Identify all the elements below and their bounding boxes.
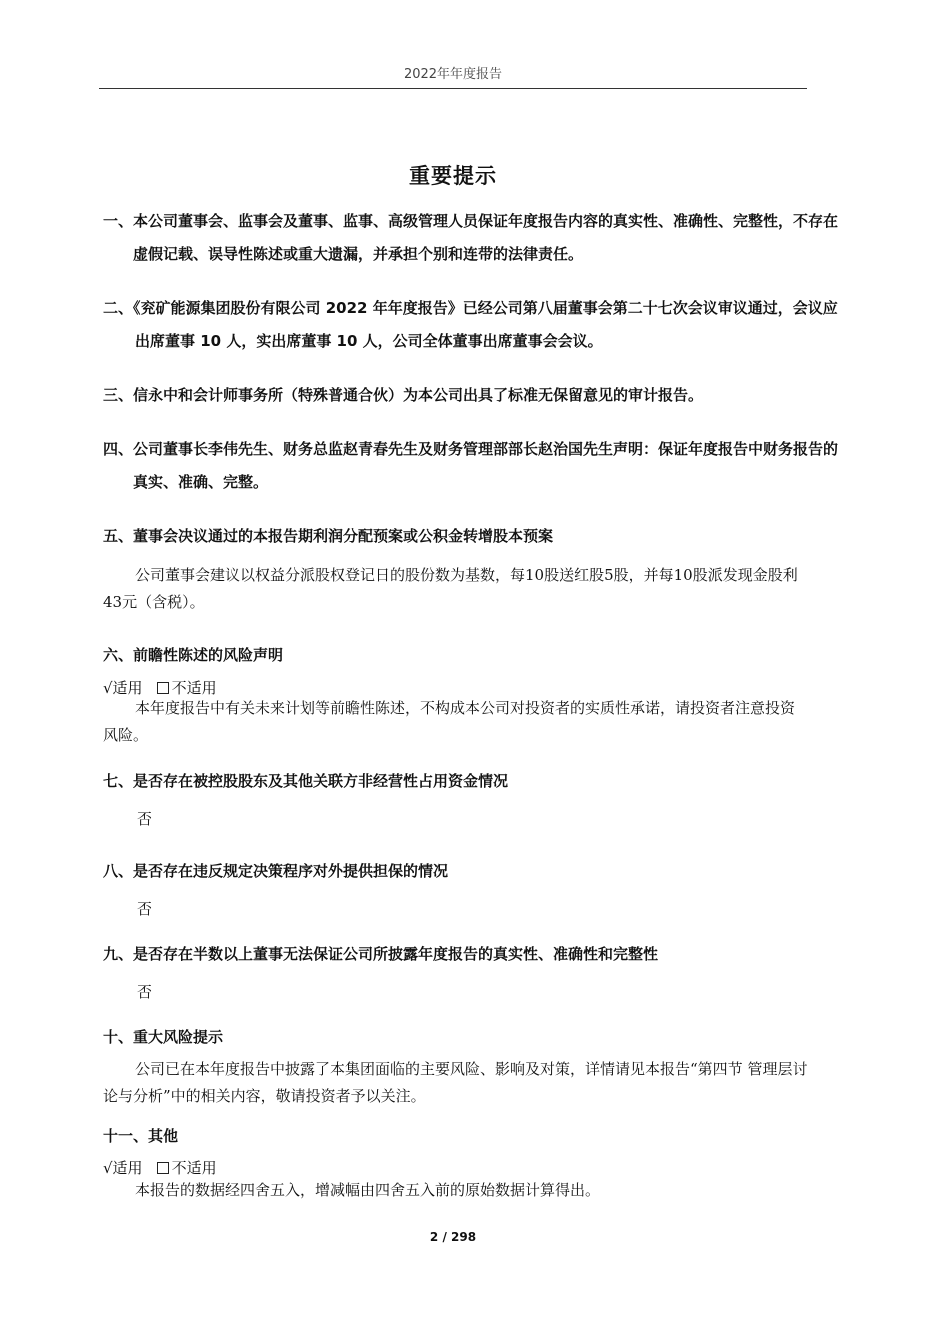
applicable-checked: √适用	[103, 1159, 143, 1177]
section-6-heading: 六、前瞻性陈述的风险声明	[103, 646, 284, 664]
section-11-applicability	[103, 1157, 808, 1179]
not-applicable-checkbox	[157, 682, 169, 694]
section-10-body: 公司已在本年度报告中披露了本集团面临的主要风险、影响及对策，详情请见本报告“第四节 管理层讨论与分析”中的相关内容，敬请投资者予以关注。	[103, 1060, 808, 1105]
section-11-heading: 十一、其他	[103, 1127, 179, 1145]
section-11-body: 本报告的数据经四舍五入，增减幅由四舍五入前的原始数据计算得出。	[135, 1181, 601, 1199]
section-8-body: 否	[137, 900, 153, 918]
page-title: 重要提示	[409, 164, 497, 188]
section-9-body: 否	[137, 983, 153, 1001]
notice-item-3: 三、信永中和会计师事务所（特殊普通合伙）为本公司出具了标准无保留意见的审计报告。	[103, 386, 704, 404]
section-5-heading: 五、董事会决议通过的本报告期利润分配预案或公积金转增股本预案	[103, 527, 554, 545]
applicable-checked: √适用	[103, 679, 143, 697]
section-6-body: 本年度报告中有关未来计划等前瞻性陈述，不构成本公司对投资者的实质性承诺，请投资者注意投资风险。	[103, 699, 796, 744]
section-8-heading: 八、是否存在违反规定决策程序对外提供担保的情况	[103, 862, 449, 880]
not-applicable-label: 不适用	[171, 1159, 217, 1177]
section-10-heading: 十、重大风险提示	[103, 1028, 224, 1046]
not-applicable-label: 不适用	[171, 679, 217, 697]
page-header: 2022年年度报告	[99, 66, 807, 89]
section-9-heading: 九、是否存在半数以上董事无法保证公司所披露年度报告的真实性、准确性和完整性	[103, 945, 659, 963]
page-number: 2 / 298	[429, 1230, 477, 1244]
section-7-heading: 七、是否存在被控股股东及其他关联方非经营性占用资金情况	[103, 772, 509, 790]
section-5-body: 公司董事会建议以权益分派股权登记日的股份数为基数，每10股送红股5股，并每10股派发现金股利43元（含税）。	[103, 566, 798, 611]
notice-item-4: 四、公司董事长李伟先生、财务总监赵青春先生及财务管理部部长赵治国先生声明：保证年度报告中财务报告的真实、准确、完整。	[103, 440, 839, 491]
notice-item-1: 一、本公司董事会、监事会及董事、监事、高级管理人员保证年度报告内容的真实性、准确性、完整性，不存在虚假记载、误导性陈述或重大遗漏，并承担个别和连带的法律责任。	[103, 212, 839, 263]
notice-item-2: 二、《兖矿能源集团股份有限公司 2022 年年度报告》已经公司第八届董事会第二十七次会议审议通过，会议应出席董事 10 人，实出席董事 10 人，公司全体董事出席董事会会议。	[103, 299, 838, 350]
section-7-body: 否	[137, 810, 153, 828]
not-applicable-checkbox	[157, 1162, 169, 1174]
